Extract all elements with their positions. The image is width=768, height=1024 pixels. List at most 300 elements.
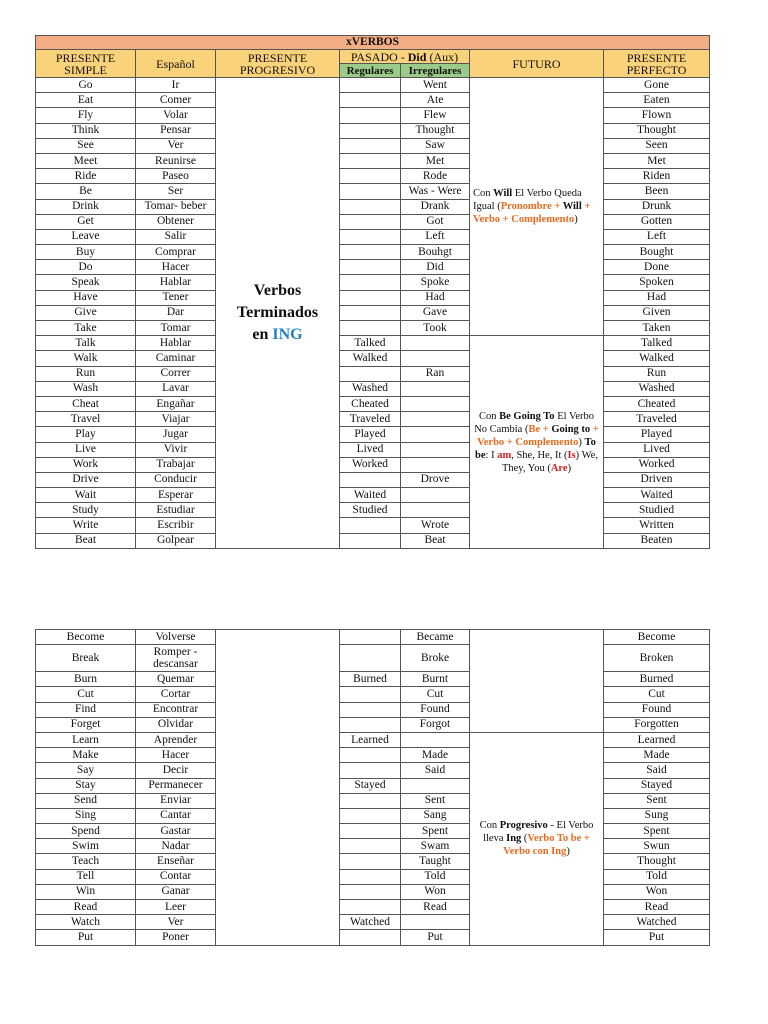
presente-simple-cell: Meet bbox=[36, 153, 136, 168]
espanol-cell: Paseo bbox=[136, 169, 216, 184]
table-row bbox=[36, 645, 710, 672]
presente-simple-cell: Read bbox=[36, 900, 136, 915]
presente-perfecto-cell: Waited bbox=[604, 488, 710, 503]
irregulares-cell: Got bbox=[401, 214, 470, 229]
irregulares-cell: Spoke bbox=[401, 275, 470, 290]
progresivo-en: en bbox=[252, 325, 273, 343]
presente-perfecto-cell: Spent bbox=[604, 824, 710, 839]
irregulares-cell bbox=[401, 427, 470, 442]
irregulares-cell: Did bbox=[401, 260, 470, 275]
regulares-cell bbox=[340, 321, 401, 336]
header-presente-progresivo: PRESENTE PROGRESIVO bbox=[216, 50, 340, 78]
table-row bbox=[36, 336, 710, 351]
regulares-cell bbox=[340, 900, 401, 915]
presente-simple-cell: Ride bbox=[36, 169, 136, 184]
espanol-cell: Obtener bbox=[136, 214, 216, 229]
irregulares-cell: Bouhgt bbox=[401, 245, 470, 260]
header-irregulares: Irregulares bbox=[401, 64, 470, 78]
table-row bbox=[36, 184, 710, 199]
note-text: ) bbox=[567, 462, 572, 474]
table-row bbox=[36, 396, 710, 411]
note-text: El Verbo Queda Igual ( bbox=[473, 188, 582, 213]
table-row bbox=[36, 672, 710, 687]
presente-simple-cell: Tell bbox=[36, 869, 136, 884]
regulares-cell bbox=[340, 702, 401, 717]
table-row bbox=[36, 839, 710, 854]
presente-perfecto-cell: Burned bbox=[604, 672, 710, 687]
presente-perfecto-cell: Had bbox=[604, 290, 710, 305]
espanol-cell: Permanecer bbox=[136, 778, 216, 793]
regulares-cell bbox=[340, 533, 401, 548]
note-text: Be Going To bbox=[499, 410, 555, 422]
espanol-cell: Hablar bbox=[136, 336, 216, 351]
table-row bbox=[36, 321, 710, 336]
presente-perfecto-cell: Read bbox=[604, 900, 710, 915]
irregulares-cell: Sang bbox=[401, 808, 470, 823]
table-row bbox=[36, 854, 710, 869]
presente-simple-cell: Cheat bbox=[36, 396, 136, 411]
espanol-cell: Encontrar bbox=[136, 702, 216, 717]
table-row bbox=[36, 748, 710, 763]
regulares-cell bbox=[340, 884, 401, 899]
espanol-cell: Tomar bbox=[136, 321, 216, 336]
header-futuro: FUTURO bbox=[470, 50, 604, 78]
presente-perfecto-cell: Broken bbox=[604, 645, 710, 672]
espanol-cell: Ver bbox=[136, 138, 216, 153]
presente-simple-cell: Become bbox=[36, 630, 136, 645]
espanol-cell: Volverse bbox=[136, 630, 216, 645]
regulares-cell bbox=[340, 290, 401, 305]
table-row bbox=[36, 763, 710, 778]
presente-perfecto-cell: Won bbox=[604, 884, 710, 899]
presente-perfecto-cell: Beaten bbox=[604, 533, 710, 548]
presente-simple-cell: Play bbox=[36, 427, 136, 442]
presente-simple-cell: Think bbox=[36, 123, 136, 138]
presente-perfecto-cell: Left bbox=[604, 229, 710, 244]
table-row bbox=[36, 518, 710, 533]
note-text: Going to bbox=[551, 423, 591, 435]
presente-simple-cell: Sing bbox=[36, 808, 136, 823]
note-text: Is bbox=[567, 449, 576, 461]
presente-perfecto-cell: Gone bbox=[604, 78, 710, 93]
header-presente-perfecto: PRESENTE PERFECTO bbox=[604, 50, 710, 78]
progresivo-ing: ING bbox=[272, 325, 303, 343]
presente-simple-cell: Be bbox=[36, 184, 136, 199]
presente-simple-cell: Watch bbox=[36, 915, 136, 930]
presente-simple-cell: Burn bbox=[36, 672, 136, 687]
irregulares-cell bbox=[401, 442, 470, 457]
espanol-cell: Dar bbox=[136, 305, 216, 320]
irregulares-cell: Put bbox=[401, 930, 470, 945]
regulares-cell: Talked bbox=[340, 336, 401, 351]
presente-simple-cell: Forget bbox=[36, 717, 136, 732]
espanol-cell: Correr bbox=[136, 366, 216, 381]
espanol-cell: Poner bbox=[136, 930, 216, 945]
irregulares-cell: Read bbox=[401, 900, 470, 915]
irregulares-cell: Swam bbox=[401, 839, 470, 854]
espanol-cell: Comprar bbox=[136, 245, 216, 260]
regulares-cell bbox=[340, 275, 401, 290]
presente-simple-cell: See bbox=[36, 138, 136, 153]
espanol-cell: Contar bbox=[136, 869, 216, 884]
presente-simple-cell: Spend bbox=[36, 824, 136, 839]
header-regulares: Regulares bbox=[340, 64, 401, 78]
espanol-cell: Enseñar bbox=[136, 854, 216, 869]
regulares-cell bbox=[340, 518, 401, 533]
note-text: , She, He, It ( bbox=[511, 449, 568, 461]
note-text: Con bbox=[473, 188, 494, 200]
presente-perfecto-cell: Walked bbox=[604, 351, 710, 366]
futuro-going-to-note bbox=[470, 336, 604, 549]
espanol-cell: Decir bbox=[136, 763, 216, 778]
table-row bbox=[36, 214, 710, 229]
presente-perfecto-cell: Said bbox=[604, 763, 710, 778]
presente-simple-cell: Take bbox=[36, 321, 136, 336]
regulares-cell: Traveled bbox=[340, 412, 401, 427]
presente-simple-cell: Wash bbox=[36, 381, 136, 396]
table-row bbox=[36, 702, 710, 717]
regulares-cell bbox=[340, 869, 401, 884]
espanol-cell: Salir bbox=[136, 229, 216, 244]
irregulares-cell bbox=[401, 457, 470, 472]
regulares-cell: Washed bbox=[340, 381, 401, 396]
presente-perfecto-cell: Swun bbox=[604, 839, 710, 854]
table-row bbox=[36, 169, 710, 184]
regulares-cell bbox=[340, 199, 401, 214]
note-text: ) bbox=[566, 846, 570, 858]
regulares-cell bbox=[340, 645, 401, 672]
table-row bbox=[36, 229, 710, 244]
presente-perfecto-cell: Learned bbox=[604, 732, 710, 747]
futuro-will-note bbox=[470, 78, 604, 336]
regulares-cell bbox=[340, 854, 401, 869]
table-row bbox=[36, 427, 710, 442]
irregulares-cell: Found bbox=[401, 702, 470, 717]
regulares-cell bbox=[340, 229, 401, 244]
presente-perfecto-cell: Drunk bbox=[604, 199, 710, 214]
espanol-cell: Viajar bbox=[136, 412, 216, 427]
espanol-cell: Volar bbox=[136, 108, 216, 123]
irregulares-cell bbox=[401, 732, 470, 747]
regulares-cell: Worked bbox=[340, 457, 401, 472]
note-text: Con bbox=[478, 410, 500, 422]
irregulares-cell: Said bbox=[401, 763, 470, 778]
presente-simple-cell: Leave bbox=[36, 229, 136, 244]
presente-simple-cell: Travel bbox=[36, 412, 136, 427]
table-row bbox=[36, 381, 710, 396]
espanol-cell: Hacer bbox=[136, 260, 216, 275]
presente-perfecto-cell: Written bbox=[604, 518, 710, 533]
espanol-cell: Ser bbox=[136, 184, 216, 199]
espanol-cell: Reunirse bbox=[136, 153, 216, 168]
irregulares-cell: Cut bbox=[401, 687, 470, 702]
table-row bbox=[36, 366, 710, 381]
regulares-cell bbox=[340, 687, 401, 702]
irregulares-cell: Was - Were bbox=[401, 184, 470, 199]
presente-perfecto-cell: Gotten bbox=[604, 214, 710, 229]
presente-perfecto-cell: Done bbox=[604, 260, 710, 275]
irregulares-cell: Had bbox=[401, 290, 470, 305]
presente-perfecto-cell: Sent bbox=[604, 793, 710, 808]
regulares-cell bbox=[340, 169, 401, 184]
presente-perfecto-cell: Washed bbox=[604, 381, 710, 396]
presente-perfecto-cell: Driven bbox=[604, 472, 710, 487]
presente-simple-cell: Get bbox=[36, 214, 136, 229]
irregulares-cell: Taught bbox=[401, 854, 470, 869]
table-row bbox=[36, 138, 710, 153]
table-row bbox=[36, 884, 710, 899]
presente-simple-cell: Talk bbox=[36, 336, 136, 351]
table-row bbox=[36, 442, 710, 457]
regulares-cell: Played bbox=[340, 427, 401, 442]
regulares-cell bbox=[340, 472, 401, 487]
note-text: Progresivo bbox=[499, 820, 548, 832]
presente-simple-cell: Stay bbox=[36, 778, 136, 793]
table-row bbox=[36, 472, 710, 487]
presente-simple-cell: Go bbox=[36, 78, 136, 93]
futuro-empty bbox=[470, 630, 604, 733]
irregulares-cell: Made bbox=[401, 748, 470, 763]
espanol-cell: Olvidar bbox=[136, 717, 216, 732]
presente-perfecto-cell: Talked bbox=[604, 336, 710, 351]
presente-simple-cell: Drive bbox=[36, 472, 136, 487]
regulares-cell: Waited bbox=[340, 488, 401, 503]
presente-perfecto-cell: Thought bbox=[604, 123, 710, 138]
espanol-cell: Golpear bbox=[136, 533, 216, 548]
regulares-cell bbox=[340, 123, 401, 138]
regulares-cell bbox=[340, 824, 401, 839]
presente-perfecto-cell: Run bbox=[604, 366, 710, 381]
note-text: Ing bbox=[506, 833, 522, 845]
presente-perfecto-cell: Thought bbox=[604, 854, 710, 869]
table-row bbox=[36, 503, 710, 518]
irregulares-cell: Won bbox=[401, 884, 470, 899]
header-presente-simple: PRESENTE SIMPLE bbox=[36, 50, 136, 78]
presente-perfecto-cell: Studied bbox=[604, 503, 710, 518]
irregulares-cell: Ran bbox=[401, 366, 470, 381]
presente-simple-cell: Find bbox=[36, 702, 136, 717]
presente-perfecto-cell: Worked bbox=[604, 457, 710, 472]
irregulares-cell bbox=[401, 412, 470, 427]
presente-simple-cell: Have bbox=[36, 290, 136, 305]
table-row bbox=[36, 824, 710, 839]
espanol-cell: Cantar bbox=[136, 808, 216, 823]
irregulares-cell bbox=[401, 351, 470, 366]
irregulares-cell bbox=[401, 778, 470, 793]
presente-simple-cell: Drink bbox=[36, 199, 136, 214]
table-row bbox=[36, 305, 710, 320]
table-row bbox=[36, 732, 710, 747]
regulares-cell bbox=[340, 214, 401, 229]
presente-simple-cell: Break bbox=[36, 645, 136, 672]
regulares-cell bbox=[340, 717, 401, 732]
regulares-cell bbox=[340, 366, 401, 381]
espanol-cell: Caminar bbox=[136, 351, 216, 366]
irregulares-cell: Rode bbox=[401, 169, 470, 184]
regulares-cell bbox=[340, 630, 401, 645]
irregulares-cell bbox=[401, 381, 470, 396]
regulares-cell bbox=[340, 138, 401, 153]
presente-perfecto-cell: Eaten bbox=[604, 93, 710, 108]
espanol-cell: Hacer bbox=[136, 748, 216, 763]
note-text: ) We, They, You ( bbox=[501, 449, 598, 474]
regulares-cell: Watched bbox=[340, 915, 401, 930]
irregulares-cell: Spent bbox=[401, 824, 470, 839]
irregulares-cell: Drove bbox=[401, 472, 470, 487]
espanol-cell: Ir bbox=[136, 78, 216, 93]
irregulares-cell: Saw bbox=[401, 138, 470, 153]
table-row bbox=[36, 108, 710, 123]
presente-perfecto-cell: Forgotten bbox=[604, 717, 710, 732]
irregulares-cell: Flew bbox=[401, 108, 470, 123]
presente-simple-cell: Beat bbox=[36, 533, 136, 548]
note-text: Pronombre + bbox=[500, 201, 563, 213]
espanol-cell: Tener bbox=[136, 290, 216, 305]
table-row bbox=[36, 199, 710, 214]
presente-perfecto-cell: Told bbox=[604, 869, 710, 884]
irregulares-cell bbox=[401, 915, 470, 930]
irregulares-cell: Left bbox=[401, 229, 470, 244]
espanol-cell: Pensar bbox=[136, 123, 216, 138]
irregulares-cell: Told bbox=[401, 869, 470, 884]
irregulares-cell: Beat bbox=[401, 533, 470, 548]
espanol-cell: Esperar bbox=[136, 488, 216, 503]
note-text: Verbo To be + Verbo con Ing bbox=[503, 833, 590, 858]
table-row bbox=[36, 412, 710, 427]
table-row bbox=[36, 778, 710, 793]
presente-perfecto-cell: Taken bbox=[604, 321, 710, 336]
irregulares-cell: Broke bbox=[401, 645, 470, 672]
regulares-cell bbox=[340, 305, 401, 320]
note-text: : I bbox=[485, 449, 498, 461]
presente-perfecto-cell: Traveled bbox=[604, 412, 710, 427]
presente-simple-cell: Send bbox=[36, 793, 136, 808]
presente-perfecto-cell: Stayed bbox=[604, 778, 710, 793]
espanol-cell: Romper - descansar bbox=[136, 645, 216, 672]
presente-perfecto-cell: Given bbox=[604, 305, 710, 320]
espanol-cell: Gastar bbox=[136, 824, 216, 839]
table-row bbox=[36, 915, 710, 930]
table-row bbox=[36, 717, 710, 732]
futuro-progresivo-note bbox=[470, 732, 604, 945]
irregulares-cell: Took bbox=[401, 321, 470, 336]
espanol-cell: Nadar bbox=[136, 839, 216, 854]
irregulares-cell: Drank bbox=[401, 199, 470, 214]
regulares-cell bbox=[340, 793, 401, 808]
presente-perfecto-cell: Put bbox=[604, 930, 710, 945]
table-row bbox=[36, 808, 710, 823]
note-text: Will bbox=[562, 201, 582, 213]
note-text: ( bbox=[521, 833, 528, 845]
irregulares-cell: Thought bbox=[401, 123, 470, 138]
table-row bbox=[36, 260, 710, 275]
presente-simple-cell: Cut bbox=[36, 687, 136, 702]
note-text: + Verbo + Complemento bbox=[473, 201, 591, 226]
table-row bbox=[36, 687, 710, 702]
presente-simple-cell: Put bbox=[36, 930, 136, 945]
irregulares-cell bbox=[401, 336, 470, 351]
note-text: am bbox=[497, 449, 512, 461]
table-row bbox=[36, 351, 710, 366]
regulares-cell bbox=[340, 763, 401, 778]
presente-simple-cell: Wait bbox=[36, 488, 136, 503]
presente-simple-cell: Study bbox=[36, 503, 136, 518]
espanol-cell: Jugar bbox=[136, 427, 216, 442]
espanol-cell: Escribir bbox=[136, 518, 216, 533]
table-row bbox=[36, 93, 710, 108]
irregulares-cell: Sent bbox=[401, 793, 470, 808]
presente-simple-cell: Live bbox=[36, 442, 136, 457]
presente-perfecto-cell: Been bbox=[604, 184, 710, 199]
irregulares-cell bbox=[401, 503, 470, 518]
presente-simple-cell: Say bbox=[36, 763, 136, 778]
presente-simple-cell: Give bbox=[36, 305, 136, 320]
espanol-cell: Ganar bbox=[136, 884, 216, 899]
presente-simple-cell: Win bbox=[36, 884, 136, 899]
table-row bbox=[36, 245, 710, 260]
presente-perfecto-cell: Cut bbox=[604, 687, 710, 702]
espanol-cell: Trabajar bbox=[136, 457, 216, 472]
table-row bbox=[36, 457, 710, 472]
espanol-cell: Leer bbox=[136, 900, 216, 915]
note-text: To be bbox=[475, 436, 596, 461]
irregulares-cell bbox=[401, 488, 470, 503]
espanol-cell: Quemar bbox=[136, 672, 216, 687]
presente-perfecto-cell: Met bbox=[604, 153, 710, 168]
espanol-cell: Ver bbox=[136, 915, 216, 930]
irregulares-cell: Ate bbox=[401, 93, 470, 108]
header-espanol: Español bbox=[136, 50, 216, 78]
presente-simple-cell: Make bbox=[36, 748, 136, 763]
note-text: El Verbo No Cambia ( bbox=[474, 410, 595, 435]
note-text: ) bbox=[574, 214, 578, 226]
espanol-cell: Tomar- beber bbox=[136, 199, 216, 214]
regulares-cell: Learned bbox=[340, 732, 401, 747]
presente-simple-cell: Walk bbox=[36, 351, 136, 366]
presente-progresivo-empty bbox=[216, 630, 340, 946]
presente-simple-cell: Buy bbox=[36, 245, 136, 260]
presente-perfecto-cell: Flown bbox=[604, 108, 710, 123]
presente-perfecto-cell: Spoken bbox=[604, 275, 710, 290]
regulares-cell: Walked bbox=[340, 351, 401, 366]
irregulares-cell: Gave bbox=[401, 305, 470, 320]
presente-simple-cell: Teach bbox=[36, 854, 136, 869]
presente-simple-cell: Eat bbox=[36, 93, 136, 108]
regulares-cell bbox=[340, 153, 401, 168]
presente-perfecto-cell: Found bbox=[604, 702, 710, 717]
presente-perfecto-cell: Played bbox=[604, 427, 710, 442]
regulares-cell bbox=[340, 93, 401, 108]
irregulares-cell: Went bbox=[401, 78, 470, 93]
espanol-cell: Cortar bbox=[136, 687, 216, 702]
verbs-table-secondary bbox=[35, 629, 710, 946]
presente-perfecto-cell: Bought bbox=[604, 245, 710, 260]
presente-simple-cell: Run bbox=[36, 366, 136, 381]
espanol-cell: Enviar bbox=[136, 793, 216, 808]
note-text: Are bbox=[550, 462, 568, 474]
espanol-cell: Vivir bbox=[136, 442, 216, 457]
irregulares-cell: Became bbox=[401, 630, 470, 645]
presente-perfecto-cell: Watched bbox=[604, 915, 710, 930]
presente-perfecto-cell: Cheated bbox=[604, 396, 710, 411]
irregulares-cell: Forgot bbox=[401, 717, 470, 732]
regulares-cell: Burned bbox=[340, 672, 401, 687]
regulares-cell bbox=[340, 108, 401, 123]
presente-simple-cell: Swim bbox=[36, 839, 136, 854]
table-row bbox=[36, 930, 710, 945]
table-row bbox=[36, 153, 710, 168]
progresivo-line2: Terminados bbox=[236, 303, 319, 321]
